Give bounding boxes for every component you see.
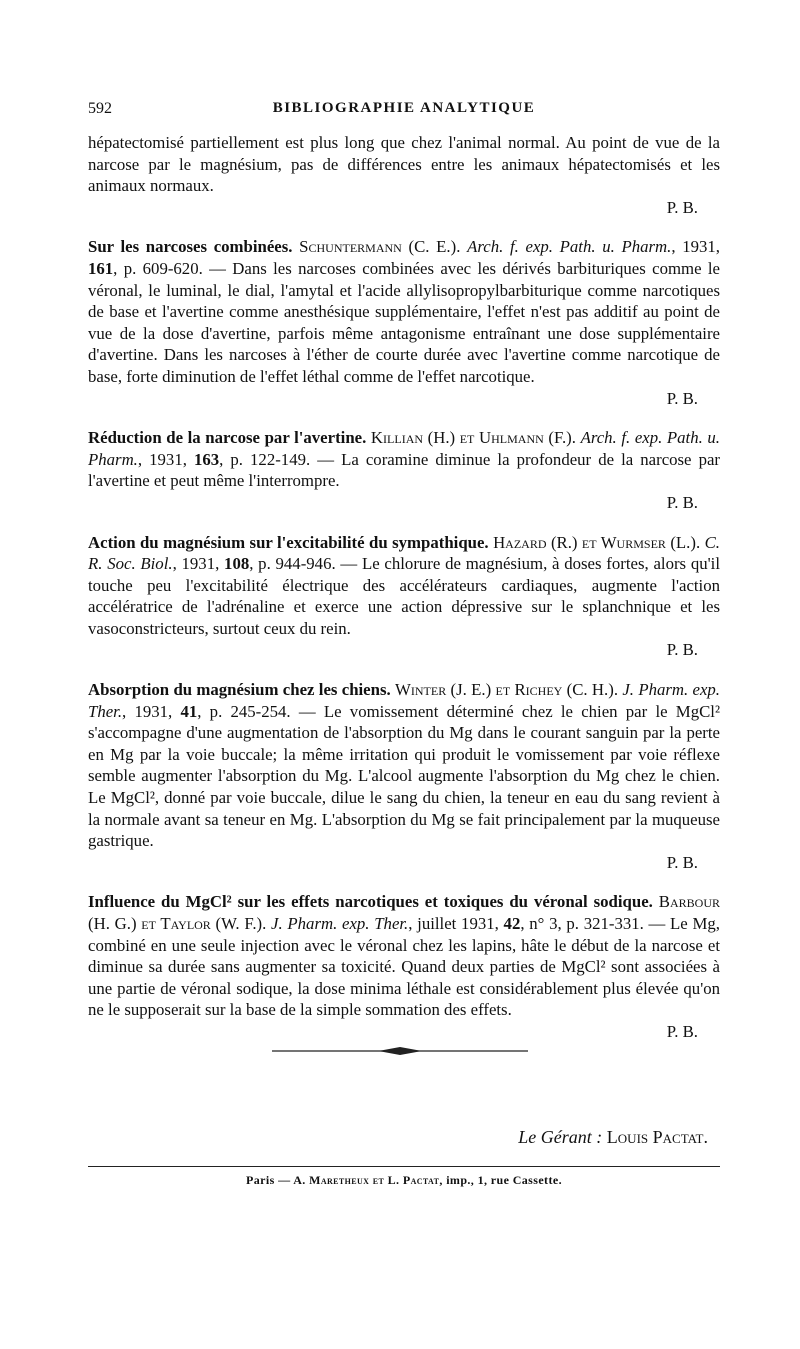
- entry-year: , 1931,: [172, 554, 225, 574]
- entry-authors: Winter (J. E.) et Richey (C. H.).: [395, 680, 619, 700]
- entry-year: , 1931,: [671, 237, 721, 257]
- entry-pages: , n° 3, p. 321-331.: [520, 914, 644, 933]
- entry-year: , 1931,: [122, 701, 181, 721]
- entry-authors: Barbour (H. G.) et Taylor (W. F.).: [88, 892, 720, 933]
- entry-journal: J. Pharm. exp. Ther.: [271, 914, 409, 933]
- entry-authors: Hazard (R.) et Wurmser (L.).: [493, 532, 701, 552]
- entry-abstract: — Le chlorure de magnésium, à doses fortes, alors qu'il touche peu l'excitabilité électrique des accélérateurs cardiaques, augmente l'action accélératrice de l'adrénaline et exerce une action dépressive sur le splanchnique et les vasoconstricteurs, surtout ceux du rein.: [88, 554, 720, 638]
- bibliography-entry: [88, 891, 720, 1042]
- entry-journal: J. Pharm. exp. Ther.: [88, 680, 720, 721]
- entry-title: Réduction de la narcose par l'avertine.: [88, 428, 367, 448]
- entry-year: , 1931,: [137, 449, 194, 469]
- page-header: [88, 100, 720, 122]
- entry-title: Absorption du magnésium chez les chiens.: [88, 680, 391, 700]
- entry-abstract: — La coramine diminue la profondeur de la narcose par l'avertine et peut même l'interrompre.: [88, 449, 720, 491]
- entry-volume: 108: [224, 554, 250, 574]
- signature: P. B.: [666, 492, 698, 512]
- page-number: 592: [88, 100, 112, 117]
- entry-title: Influence du MgCl² sur les effets narcotiques et toxiques du véronal sodique.: [88, 892, 653, 912]
- page-body: [88, 132, 720, 1043]
- signature: P. B.: [666, 640, 698, 660]
- entry-abstract: — Le vomissement déterminé chez le chien par le MgCl² s'accompagne d'une augmentation de l'absorption du Mg dans le courant sanguin par la perte en Mg par la voie buccale; la même irritation qui produit le vomissement par voie réflexe semble augmenter l'absorption du Mg. L'alcool augmente l'absorption du Mg chez le chien. Le MgCl², donné par voie buccale, dilue le sang du chien, la teneur en eau du sang revient à la normale avant sa teneur en Mg. L'absorption du Mg se fait principalement par la muqueuse gastrique.: [88, 701, 720, 851]
- continuation-paragraph: [88, 132, 720, 218]
- signoff-name: Louis Pactat.: [606, 1127, 708, 1147]
- manager-signoff: [518, 1127, 708, 1148]
- entry-journal: Arch. f. exp. Path. u. Pharm.: [467, 237, 672, 257]
- entry-year: , juillet 1931,: [408, 914, 504, 933]
- continuation-text: hépatectomisé partiellement est plus long que chez l'animal normal. Au point de vue de la narcose par le magnésium, pas de différences entre les animaux hépatectomisés et les animaux normaux.: [88, 133, 720, 196]
- entry-journal: Arch. f. exp. Path. u. Pharm.: [88, 428, 720, 469]
- imprint-printers: Maretheux et L. Pactat: [309, 1173, 440, 1187]
- signoff-label: Le Gérant :: [518, 1127, 603, 1147]
- entry-volume: 41: [180, 701, 198, 721]
- entry-authors: Schuntermann (C. E.).: [299, 237, 461, 257]
- signature: P. B.: [666, 197, 698, 217]
- entry-title: Action du magnésium sur l'excitabilité du sympathique.: [88, 532, 489, 552]
- bibliography-entry: [88, 236, 720, 409]
- ornament-diamond: [378, 1047, 422, 1055]
- signature: P. B.: [666, 1021, 698, 1041]
- entry-title: Sur les narcoses combinées.: [88, 237, 293, 257]
- entry-pages: , p. 245-254.: [197, 701, 291, 721]
- footer-rule: [88, 1166, 720, 1167]
- entry-volume: 163: [193, 449, 220, 469]
- entry-volume: 42: [503, 914, 521, 933]
- entry-pages: , p. 609-620.: [113, 258, 203, 278]
- bibliography-entry: [88, 427, 720, 513]
- entry-abstract: — Dans les narcoses combinées avec les dérivés barbituriques comme le véronal, le luminal, le dial, l'amytal et l'acide allylisopropylbarbiturique comme narcotiques de base et l'avertine comme anesthésique supplémentaire, l'effet n'est pas additif au point de vue de la dose d'avertine, parfois même antagonisme entraînant une dose supplémentaire d'avertine. Dans les narcoses à l'éther de courte durée avec l'avertine comme narcotique de base, forte diminution de l'effet léthal comme de l'effet narcotique.: [88, 258, 720, 386]
- running-title: BIBLIOGRAPHIE ANALYTIQUE: [272, 100, 536, 116]
- imprint-address: , imp., 1, rue Cassette.: [439, 1173, 562, 1187]
- printer-imprint: [88, 1173, 720, 1188]
- entry-authors: Killian (H.) et Uhlmann (F.).: [370, 428, 576, 448]
- bibliography-entry: [88, 679, 720, 873]
- entry-volume: 161: [88, 258, 114, 278]
- entry-journal: C. R. Soc. Biol.: [88, 532, 720, 574]
- entry-abstract: — Le Mg, combiné en une seule injection avec le véronal chez les lapins, hâte le début de la narcose et diminue sa durée sans augmenter sa toxicité. Quand deux parties de MgCl² sont associées à une partie de véronal sodique, la dose minima léthale est considérablement plus élevée qu'on ne le supposerait sur la base de la simple sommation des effets.: [88, 914, 720, 1020]
- entry-pages: , p. 944-946.: [249, 554, 336, 574]
- signature: P. B.: [666, 852, 698, 872]
- signature: P. B.: [666, 388, 698, 408]
- imprint-city: Paris — A.: [246, 1173, 310, 1187]
- bibliography-entry: [88, 532, 720, 662]
- end-ornament: [272, 1045, 528, 1057]
- entry-pages: , p. 122-149.: [219, 449, 311, 469]
